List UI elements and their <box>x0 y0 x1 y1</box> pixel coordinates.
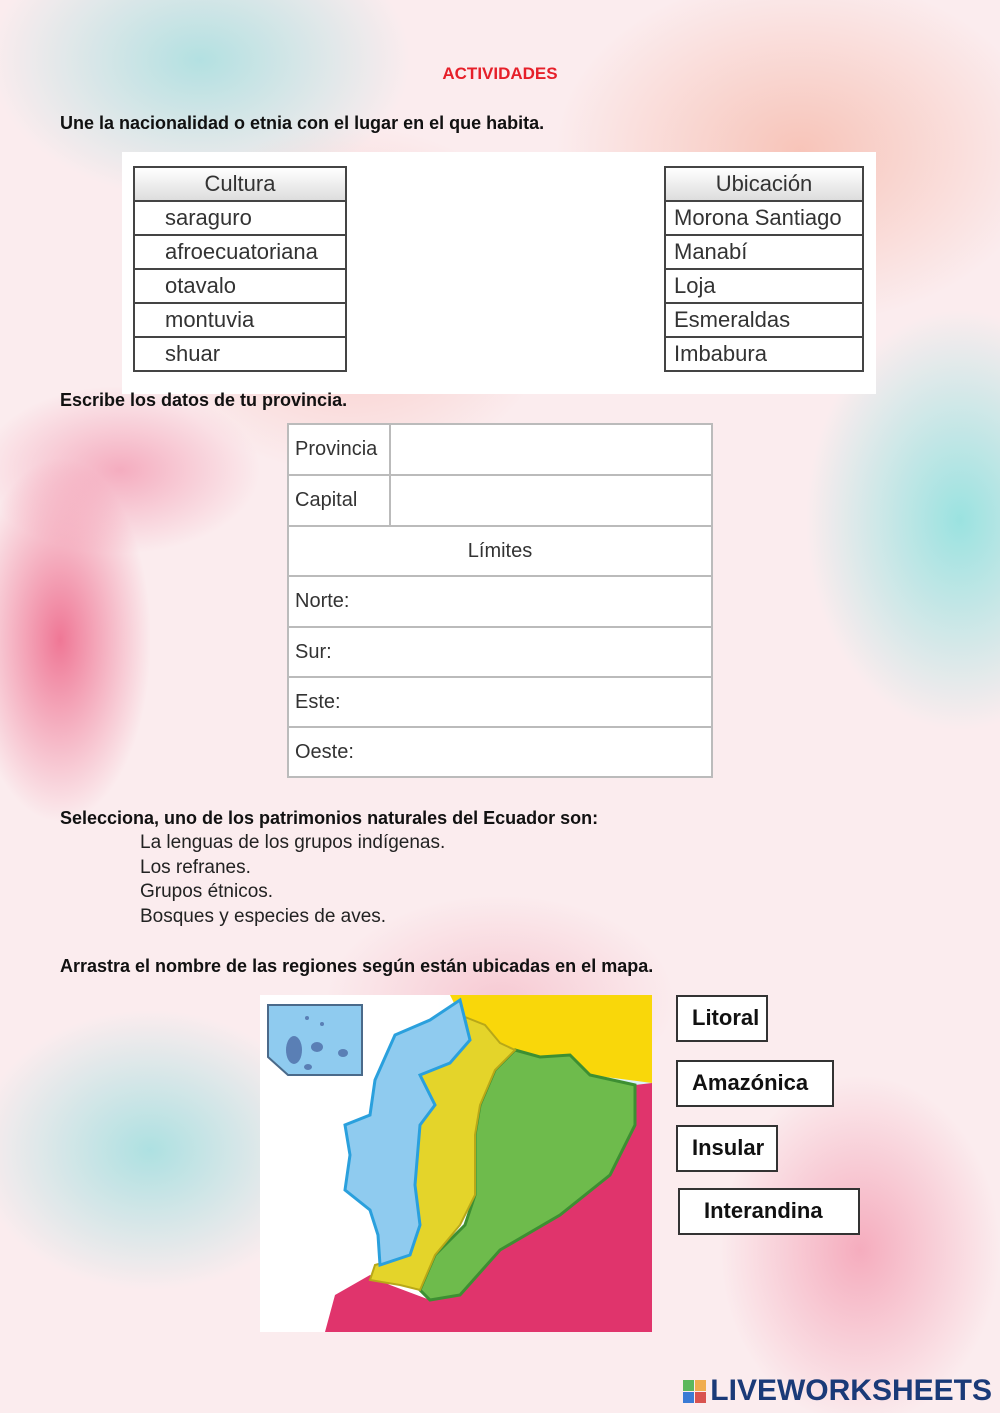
region-label-litoral[interactable]: Litoral <box>676 995 768 1042</box>
page-title: ACTIVIDADES <box>442 64 558 83</box>
cultura-item[interactable]: otavalo <box>134 269 346 303</box>
provincia-label: Provincia <box>288 424 390 475</box>
ecuador-map <box>260 995 652 1332</box>
cultura-item[interactable]: shuar <box>134 337 346 371</box>
este-input[interactable]: Este: <box>288 677 712 727</box>
region-label-insular[interactable]: Insular <box>676 1125 778 1172</box>
galapagos-inset <box>268 1005 362 1075</box>
cultura-item[interactable]: saraguro <box>134 201 346 235</box>
sur-input[interactable]: Sur: <box>288 627 712 677</box>
logo-icon <box>683 1380 706 1403</box>
cultura-header: Cultura <box>134 167 346 201</box>
logo-text: LIVEWORKSHEETS <box>710 1374 992 1407</box>
region-label-interandina[interactable]: Interandina <box>678 1188 860 1235</box>
capital-label: Capital <box>288 475 390 526</box>
cultura-item[interactable]: afroecuatoriana <box>134 235 346 269</box>
option[interactable]: La lenguas de los grupos indígenas. <box>140 832 446 853</box>
question-regiones: Arrastra el nombre de las regiones según están ubicadas en el mapa. <box>60 956 654 976</box>
liveworksheets-logo <box>683 1374 992 1408</box>
ubicacion-header: Ubicación <box>665 167 863 201</box>
ubicacion-item[interactable]: Esmeraldas <box>665 303 863 337</box>
question-match: Une la nacionalidad o etnia con el lugar en el que habita. <box>60 113 545 133</box>
limites-header: Límites <box>288 526 712 576</box>
capital-input[interactable] <box>390 475 712 526</box>
option[interactable]: Los refranes. <box>140 857 251 878</box>
cultura-table <box>133 166 347 372</box>
region-label-amazonica[interactable]: Amazónica <box>676 1060 834 1107</box>
option[interactable]: Grupos étnicos. <box>140 881 274 902</box>
norte-input[interactable]: Norte: <box>288 576 712 627</box>
cultura-item[interactable]: montuvia <box>134 303 346 337</box>
option[interactable]: Bosques y especies de aves. <box>140 906 387 927</box>
provincia-input[interactable] <box>390 424 712 475</box>
ubicacion-item[interactable]: Morona Santiago <box>665 201 863 235</box>
provincia-table <box>287 423 713 778</box>
ubicacion-item[interactable]: Manabí <box>665 235 863 269</box>
question-provincia: Escribe los datos de tu provincia. <box>60 390 348 410</box>
question-patrimonios: Selecciona, uno de los patrimonios naturales del Ecuador son: <box>60 808 599 828</box>
ubicacion-item[interactable]: Imbabura <box>665 337 863 371</box>
ubicacion-item[interactable]: Loja <box>665 269 863 303</box>
oeste-input[interactable]: Oeste: <box>288 727 712 777</box>
ubicacion-table <box>664 166 864 372</box>
